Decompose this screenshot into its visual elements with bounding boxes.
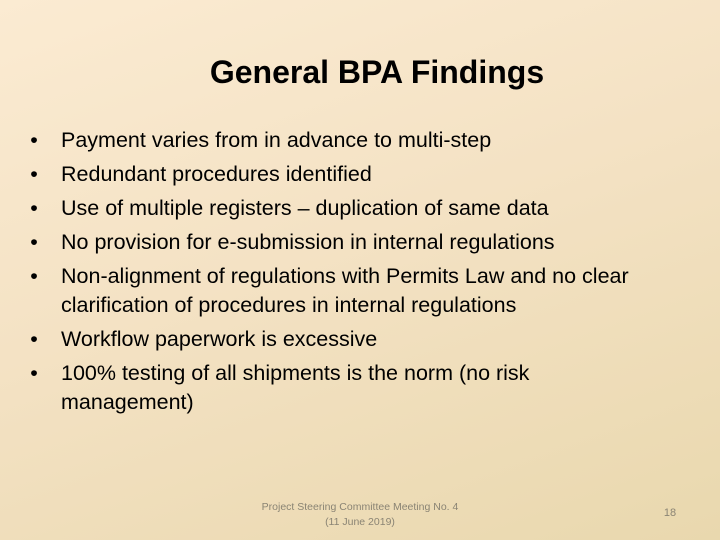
bullet-item <box>28 228 668 257</box>
bullet-item <box>28 160 668 189</box>
bullet-item <box>28 262 668 320</box>
footer-meeting-name: Project Steering Committee Meeting No. 4 <box>261 501 459 513</box>
bullet-dot-icon: • <box>30 230 38 254</box>
bullet-dot-icon: • <box>30 128 38 152</box>
bullet-item <box>28 194 668 223</box>
bullet-dot-icon: • <box>30 162 38 186</box>
bullet-item <box>28 359 668 417</box>
bullet-text: No provision for e-submission in internal regulations <box>61 230 555 254</box>
bullet-dot-icon: • <box>30 327 38 351</box>
bullet-item <box>28 325 668 354</box>
slide-footer <box>240 500 480 530</box>
bullet-text: Use of multiple registers – duplication of same data <box>61 196 549 220</box>
bullet-text: Payment varies from in advance to multi-step <box>61 128 492 152</box>
footer-meeting-date: (11 June 2019) <box>325 516 395 528</box>
bullet-item <box>28 126 668 155</box>
page-number: 18 <box>663 507 677 519</box>
slide-title: General BPA Findings <box>209 54 545 90</box>
bullet-text: 100% testing of all shipments is the norm (no risk management) <box>61 361 530 414</box>
bullet-text: Redundant procedures identified <box>61 162 372 186</box>
bullet-dot-icon: • <box>30 361 38 385</box>
bullet-dot-icon: • <box>30 196 38 220</box>
bullet-text: Non-alignment of regulations with Permits Law and no clear clarification of procedures in internal regulations <box>61 264 629 317</box>
bullet-list <box>28 126 668 422</box>
bullet-dot-icon: • <box>30 264 38 288</box>
bullet-text: Workflow paperwork is excessive <box>61 327 378 351</box>
